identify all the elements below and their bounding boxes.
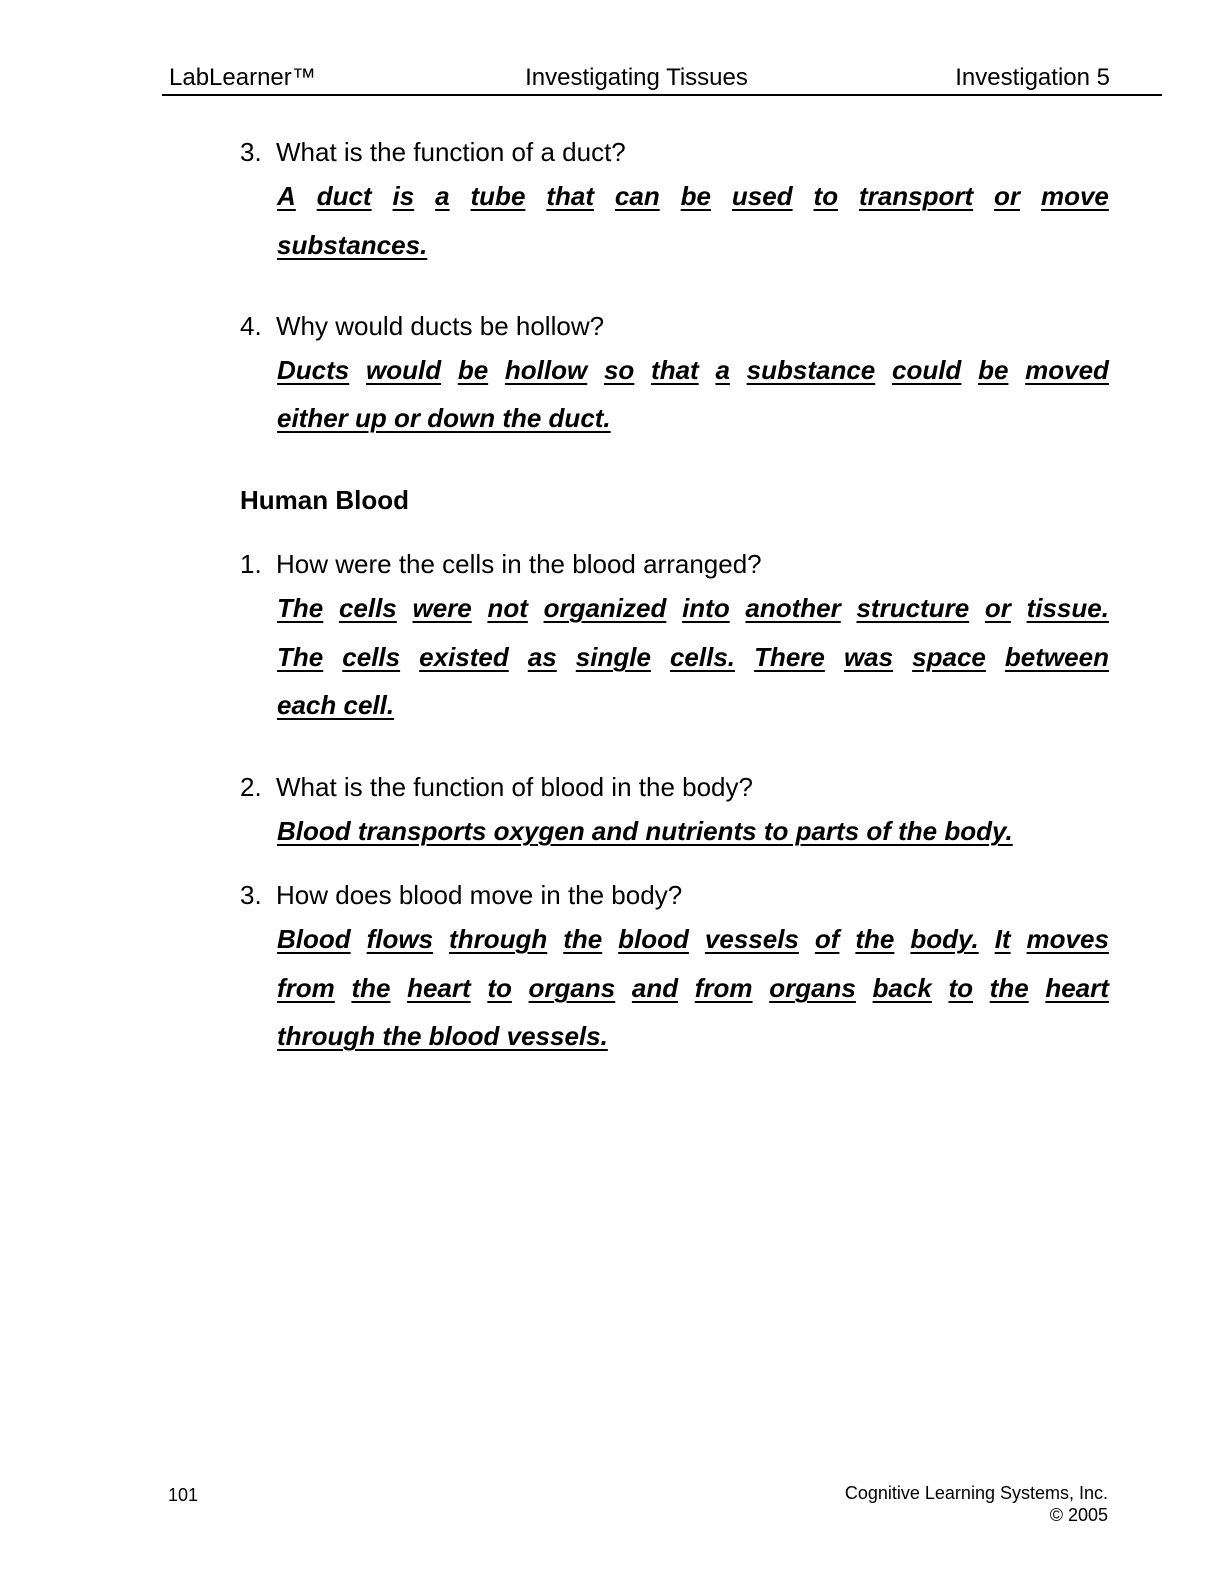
answer-word: a [715,355,730,385]
answer-word: hollow [504,355,588,385]
answer-word: structure [856,593,970,623]
answer-word: to [948,973,974,1003]
answer-word: so [603,355,635,385]
question-item [240,137,1120,167]
answer-line [277,355,1109,385]
answer-word: transport [859,181,974,211]
answer-word: substance [746,355,876,385]
answer-word: another [745,593,841,623]
header-investigation: Investigation 5 [955,64,1110,91]
answer-word: and [631,973,679,1003]
question-text: What is the function of blood in the body? [276,772,753,802]
answer-word: The [277,593,324,623]
answer-word: into [682,593,730,623]
question-number: 4. [240,311,262,341]
answer-word: the [989,973,1029,1003]
answer-word: used [731,181,793,211]
answer-word: cells. [669,642,736,672]
answer-line: through the blood vessels. [277,1021,608,1051]
answer-word: to [487,973,512,1003]
question-item [240,549,1120,579]
answer-word: be [680,181,711,211]
question-number: 3. [240,137,262,167]
question-text: Why would ducts be hollow? [276,311,605,341]
answer-word: between [1004,642,1109,672]
answer-line [277,924,1109,954]
answer-word: be [978,355,1009,385]
answer-word: that [651,355,699,385]
answer-word: could [891,355,962,385]
question-item [240,880,1120,910]
footer-credit [845,1482,1108,1526]
answer-word: existed [419,642,509,672]
answer-word: or [984,593,1011,623]
answer-word: heart [407,973,471,1003]
answer-word: moves [1026,924,1109,954]
question-item [240,772,1120,802]
answer-word: would [365,355,442,385]
answer-word: Blood [277,924,351,954]
answer-word: heart [1045,973,1109,1003]
answer-line [277,593,1109,623]
answer-word: tissue. [1026,593,1109,623]
question-number: 2. [240,772,262,802]
answer-word: duct [316,181,372,211]
answer-word: was [843,642,894,672]
answer-word: from [694,973,753,1003]
answer-word: as [527,642,557,672]
question-number: 3. [240,880,262,910]
answer-word: A [277,181,296,211]
answer-line: each cell. [277,690,395,720]
answer-word: be [457,355,489,385]
answer-word: of [814,924,840,954]
answer-word: organized [543,593,667,623]
answer-word: were [412,593,472,623]
answer-word: flows [366,924,434,954]
question-text: How were the cells in the blood arranged? [276,549,762,579]
answer-word: the [563,924,603,954]
answer-word: the [855,924,895,954]
answer-word: tube [470,181,526,211]
question-text: How does blood move in the body? [276,880,683,910]
answer-word: through [449,924,548,954]
answer-line [277,642,1109,672]
question-item [240,311,1120,341]
answer-word: from [277,973,335,1003]
header-title: Investigating Tissues [525,64,748,91]
answer-word: There [754,642,825,672]
answer-word: not [487,593,528,623]
answer-word: The [277,642,324,672]
answer-word: blood [618,924,689,954]
answer-line [277,973,1109,1003]
answer-word: Ducts [277,355,350,385]
answer-word: organs [528,973,616,1003]
footer-company: Cognitive Learning Systems, Inc. [844,1483,1108,1503]
header-brand: LabLearner™ [169,64,316,91]
answer-word: is [392,181,415,211]
answer-word: vessels [704,924,799,954]
question-number: 1. [240,549,262,579]
question-text: What is the function of a duct? [276,137,626,167]
answer-word: that [546,181,594,211]
answer-word: It [994,924,1011,954]
answer-line: Blood transports oxygen and nutrients to parts of the body. [277,816,1013,846]
answer-word: move [1040,181,1109,211]
answer-word: a [435,181,450,211]
answer-word: space [912,642,986,672]
answer-line: either up or down the duct. [277,403,611,433]
answer-word: body. [910,924,979,954]
page-number: 101 [168,1485,199,1505]
answer-word: or [994,181,1021,211]
footer-copyright: © 2005 [1049,1505,1108,1525]
answer-word: organs [769,973,856,1003]
answer-word: cells [338,593,397,623]
answer-word: the [351,973,391,1003]
answer-word: back [872,973,932,1003]
section-title: Human Blood [240,485,409,515]
answer-word: can [614,181,660,211]
answer-line [277,181,1109,211]
answer-word: moved [1025,355,1109,385]
answer-line: substances. [277,230,428,260]
answer-word: to [813,181,839,211]
page-header [162,60,1162,96]
answer-word: cells [342,642,401,672]
answer-word: single [575,642,651,672]
